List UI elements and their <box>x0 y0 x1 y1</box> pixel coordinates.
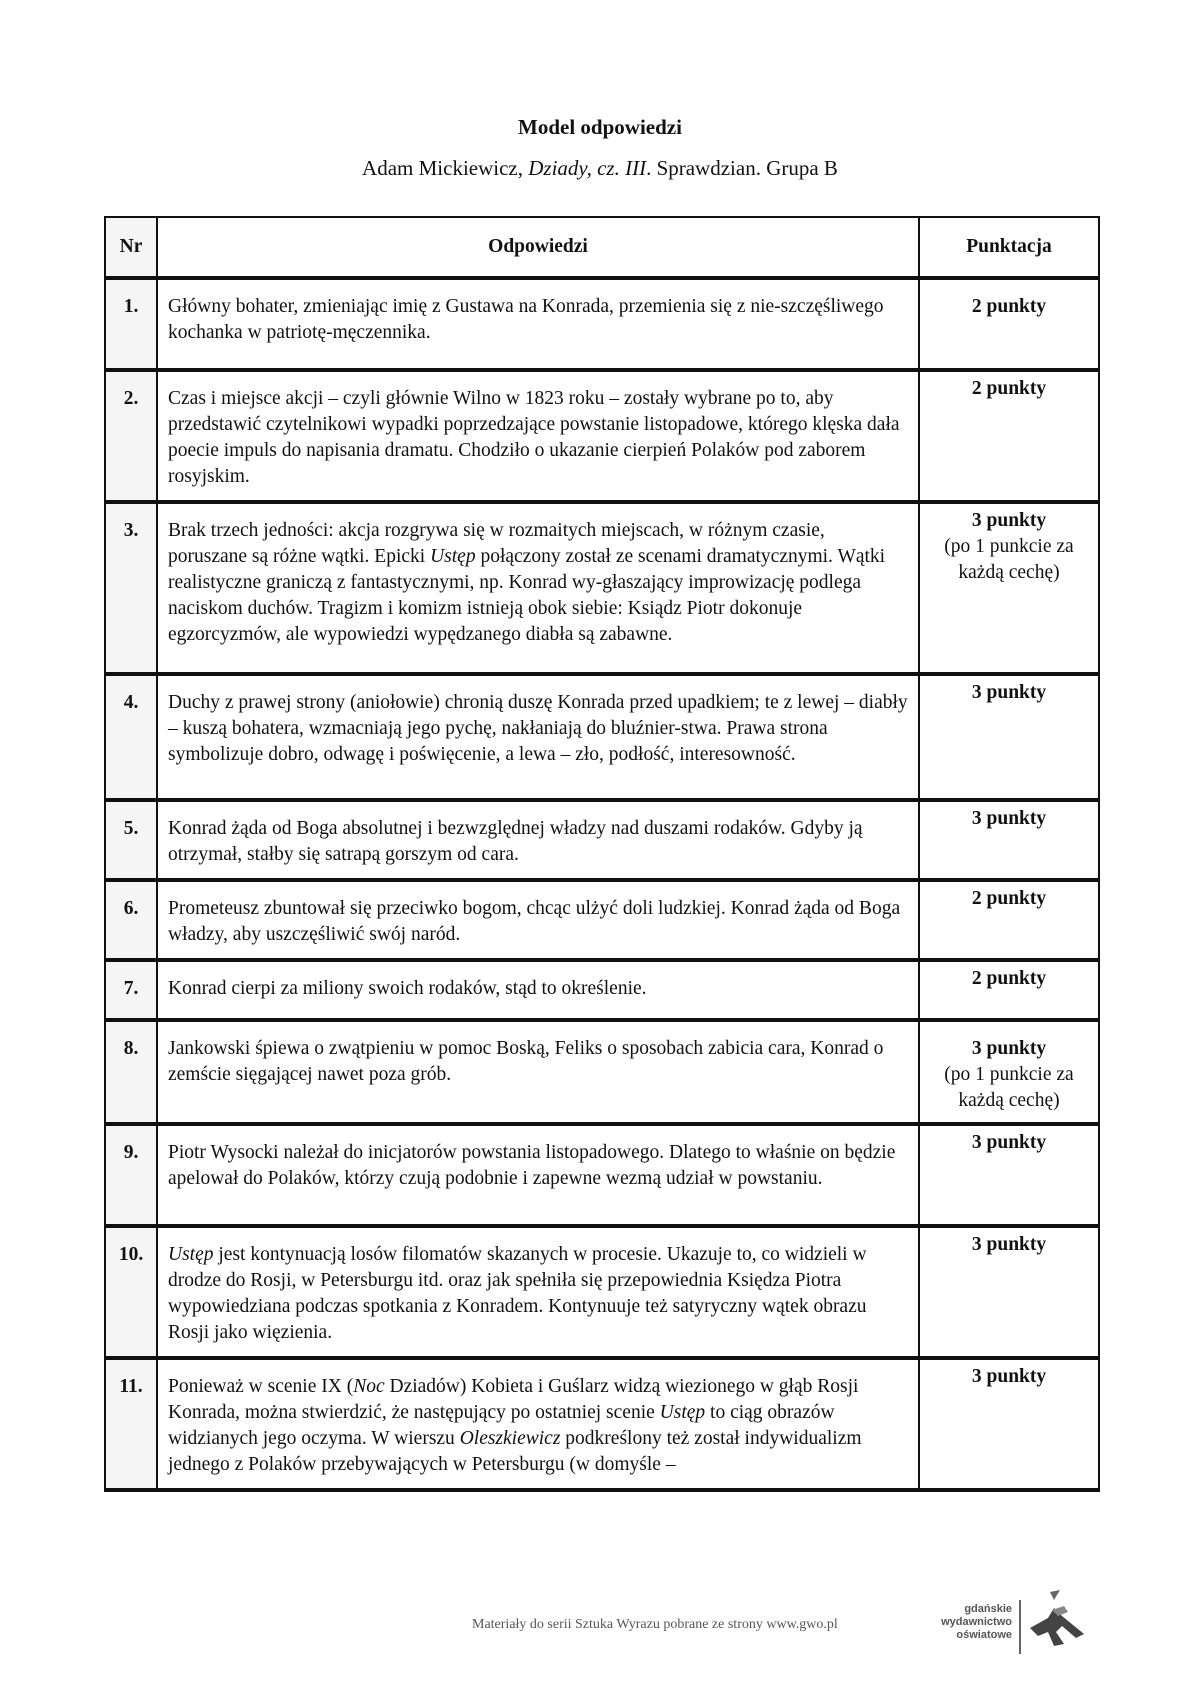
table-row <box>105 674 1099 800</box>
points-value: 2 punkty <box>971 296 1047 317</box>
table-row <box>105 502 1099 674</box>
table-row <box>105 1358 1099 1490</box>
answer-text: Prometeusz zbuntował się przeciwko bogom, chcąc ulżyć doli ludzkiej. Konrad żąda od Boga władzy, aby uszczęśliwić swój naród. <box>157 880 919 960</box>
table-row <box>105 278 1099 370</box>
row-number: 8. <box>105 1020 157 1124</box>
row-number: 3. <box>105 502 157 674</box>
subtitle-work: Dziady, cz. III <box>528 156 647 180</box>
points-value: 3 punkty <box>971 682 1047 703</box>
points-cell <box>919 1358 1099 1490</box>
points-value: 2 punkty <box>971 378 1047 399</box>
points-cell <box>919 1124 1099 1226</box>
table-row <box>105 1020 1099 1124</box>
points-value: 3 punkty <box>971 510 1047 531</box>
subtitle-author: Adam Mickiewicz, <box>362 156 529 180</box>
row-number: 4. <box>105 674 157 800</box>
points-value: 3 punkty <box>971 1366 1047 1387</box>
answer-text: Duchy z prawej strony (aniołowie) chronią duszę Konrada przed upadkiem; te z lewej – diabły – kuszą bohatera, wzmacniają jego pychę, nakłaniają do bluźnier-stwa. Prawa strona symbolizuje dobro, odwagę i poświęcenie, a lewa – zło, podłość, interesowność. <box>157 674 919 800</box>
points-cell <box>919 880 1099 960</box>
points-cell <box>919 960 1099 1020</box>
logo-divider <box>1019 1600 1021 1654</box>
answer-text: Piotr Wysocki należał do inicjatorów powstania listopadowego. Dlatego to właśnie on będzie apelował do Polaków, którzy czują podobnie i zapewne wezmą udział w powstaniu. <box>157 1124 919 1226</box>
table-row <box>105 1124 1099 1226</box>
row-number: 11. <box>105 1358 157 1490</box>
answer-text: Ustęp jest kontynuacją losów filomatów skazanych w procesie. Ukazuje to, co widzieli w drodze do Rosji, w Petersburgu itd. oraz jak spełniła się przepowiednia Księdza Piotra wypowiedziana podczas spotkania z Konradem. Kontynuuje też satyryczny wątek obrazu Rosji jako więzienia. <box>157 1226 919 1358</box>
answer-text: Jankowski śpiewa o zwątpieniu w pomoc Boską, Feliks o sposobach zabicia cara, Konrad o zemście sięgającej nawet poza grób. <box>157 1020 919 1124</box>
publisher-logo-text: gdańskie wydawnictwo oświatowe <box>941 1603 1012 1641</box>
answer-text: Główny bohater, zmieniając imię z Gustawa na Konrada, przemienia się z nie-szczęśliwego kochanka w patriotę-męczennika. <box>157 278 919 370</box>
points-cell <box>919 370 1099 502</box>
row-number: 1. <box>105 278 157 370</box>
table-row <box>105 960 1099 1020</box>
points-value: 3 punkty <box>971 1234 1047 1255</box>
page-subtitle <box>0 156 1200 181</box>
points-cell <box>919 1020 1099 1124</box>
answers-table <box>104 216 1100 1492</box>
column-header-nr: Nr <box>105 217 157 278</box>
points-value: 3 punkty <box>971 1038 1047 1059</box>
points-value: 3 punkty <box>971 808 1047 829</box>
row-number: 10. <box>105 1226 157 1358</box>
points-value: 3 punkty <box>971 1132 1047 1153</box>
table-header-row <box>105 217 1099 278</box>
points-cell <box>919 278 1099 370</box>
row-number: 5. <box>105 800 157 880</box>
table-row <box>105 800 1099 880</box>
table-row <box>105 880 1099 960</box>
answer-text: Konrad cierpi za miliony swoich rodaków, stąd to określenie. <box>157 960 919 1020</box>
column-header-points: Punktacja <box>919 217 1099 278</box>
points-value: 2 punkty <box>971 968 1047 989</box>
points-cell <box>919 1226 1099 1358</box>
answer-text: Ponieważ w scenie IX (Noc Dziadów) Kobieta i Guślarz widzą wiezionego w głąb Rosji Konrada, można stwierdzić, że następujący po ostatniej scenie Ustęp to ciąg obrazów widzianych jego oczyma. W wierszu Oleszkiewicz podkreślony też został indywidualizm jednego z Polaków przebywających w Petersburgu (w domyśle – <box>157 1358 919 1490</box>
row-number: 9. <box>105 1124 157 1226</box>
table-row <box>105 370 1099 502</box>
row-number: 7. <box>105 960 157 1020</box>
table-row <box>105 1226 1099 1358</box>
points-cell <box>919 674 1099 800</box>
points-value: 2 punkty <box>971 888 1047 909</box>
answer-text: Brak trzech jedności: akcja rozgrywa się w rozmaitych miejscach, w różnym czasie, poruszane są różne wątki. Epicki Ustęp połączony został ze scenami dramatycznymi. Wątki realistyczne graniczą z fantastycznymi, np. Konrad wy-głaszający improwizację podlega naciskom duchów. Tragizm i komizm istnieją obok siebie: Ksiądz Piotr dokonuje egzorcyzmów, ale wypowiedzi wypędzanego diabła są zabawne. <box>157 502 919 674</box>
row-number: 6. <box>105 880 157 960</box>
publisher-logo-icon <box>1024 1588 1090 1650</box>
row-number: 2. <box>105 370 157 502</box>
column-header-answers: Odpowiedzi <box>157 217 919 278</box>
footer-text: Materiały do serii Sztuka Wyrazu pobrane ze strony www.gwo.pl <box>472 1617 838 1632</box>
answer-text: Czas i miejsce akcji – czyli głównie Wilno w 1823 roku – zostały wybrane po to, aby przedstawić czytelnikowi wypadki poprzedzające powstanie listopadowe, którego klęska dała poecie impuls do napisania dramatu. Chodziło o ukazanie cierpień Polaków pod zaborem rosyjskim. <box>157 370 919 502</box>
points-cell <box>919 502 1099 674</box>
page-title: Model odpowiedzi <box>518 115 682 139</box>
points-note: (po 1 punkcie za każdą cechę) <box>944 1064 1074 1111</box>
subtitle-rest: . Sprawdzian. Grupa B <box>646 156 838 180</box>
points-note: (po 1 punkcie za każdą cechę) <box>944 536 1074 583</box>
points-cell <box>919 800 1099 880</box>
answer-text: Konrad żąda od Boga absolutnej i bezwzględnej władzy nad duszami rodaków. Gdyby ją otrzymał, stałby się satrapą gorszym od cara. <box>157 800 919 880</box>
